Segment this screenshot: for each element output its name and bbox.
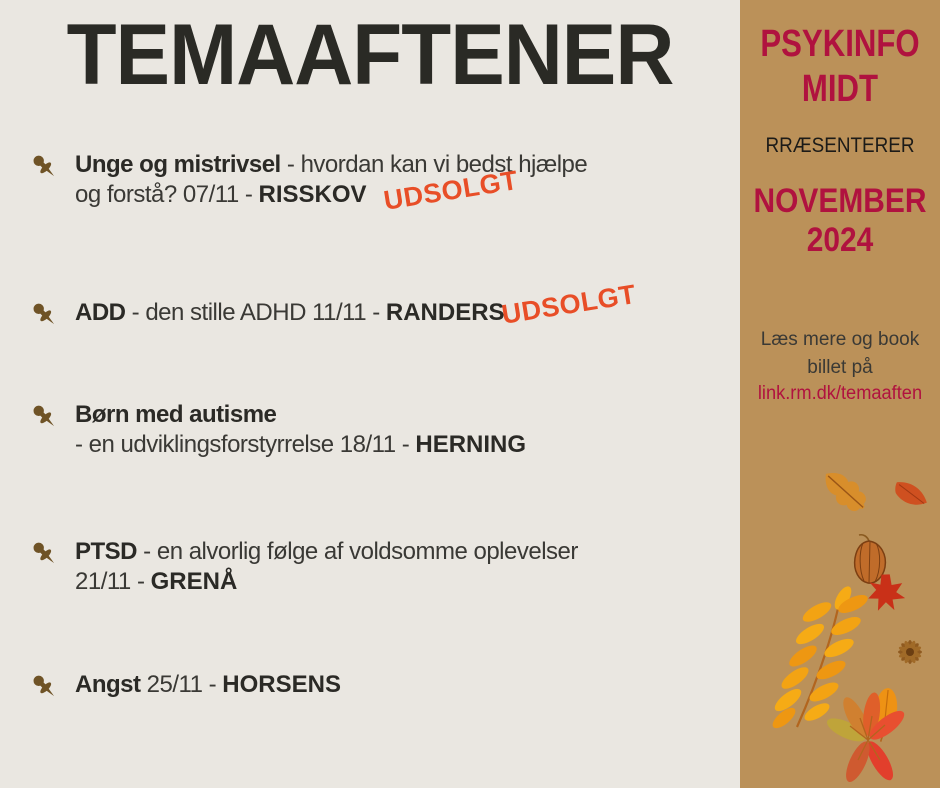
event-item-autisme (28, 400, 526, 460)
autumn-leaves-decoration (740, 440, 940, 788)
physalis-lantern-icon (855, 535, 886, 583)
soldout-badge: UDSOLGT (499, 278, 639, 330)
booking-info (740, 326, 940, 382)
brand-line: PSYKINFO (760, 23, 920, 65)
booking-link[interactable]: link.rm.dk/temaaften (757, 383, 923, 404)
event-location: RANDERS (385, 299, 505, 326)
pushpin-icon (28, 151, 62, 187)
sidebar-panel (740, 0, 940, 788)
brand-line: MIDT (801, 68, 879, 110)
pushpin-icon (28, 299, 62, 335)
month-line: NOVEMBER (753, 182, 927, 220)
booking-info-line: billet på (807, 357, 873, 378)
event-item-ptsd (28, 537, 578, 597)
event-line (75, 430, 526, 460)
event-title: ADD (75, 299, 126, 326)
event-title: Angst (75, 671, 141, 698)
event-line (75, 537, 578, 567)
pushpin-icon (28, 401, 62, 437)
page-title: TEMAAFTENER (66, 7, 674, 103)
star-anise-icon (898, 640, 923, 665)
event-desc: - en alvorlig følge af voldsomme oplevelser (137, 538, 578, 565)
event-desc: - den stille ADHD 11/11 - (125, 299, 386, 326)
event-title: PTSD (75, 538, 138, 565)
presents-label: RRÆSENTERER (765, 134, 915, 157)
event-line (75, 670, 341, 700)
event-desc: - en udviklingsforstyrrelse 18/11 - (75, 431, 416, 458)
month-line: 2024 (806, 221, 874, 259)
event-location: HORSENS (222, 671, 341, 698)
event-text (75, 298, 505, 328)
event-desc: - hvordan kan vi bedst hjælpe (280, 151, 588, 178)
event-location: RISSKOV (258, 181, 367, 208)
event-text (75, 537, 578, 597)
event-location: GRENÅ (150, 568, 238, 595)
brand-title (758, 22, 922, 112)
event-desc: 21/11 - (75, 568, 151, 595)
event-item-add (28, 298, 505, 328)
month-title (752, 182, 928, 260)
soldout-badge: UDSOLGT (381, 164, 521, 216)
pushpin-icon (28, 671, 62, 707)
event-line (75, 298, 505, 328)
oak-leaf-icon (817, 464, 873, 518)
pushpin-icon (28, 538, 62, 574)
event-location: HERNING (415, 431, 527, 458)
event-item-angst (28, 670, 341, 700)
small-red-leaf-icon (891, 478, 931, 511)
event-title: Børn med autisme (75, 401, 277, 428)
event-text (75, 670, 341, 700)
event-line (75, 567, 578, 597)
event-desc: 25/11 - (140, 671, 223, 698)
event-title: Unge og mistrivsel (75, 151, 281, 178)
event-desc: og forstå? 07/11 - (75, 181, 259, 208)
event-line (75, 400, 526, 430)
booking-info-line: Læs mere og book (760, 329, 920, 350)
event-text (75, 400, 526, 460)
